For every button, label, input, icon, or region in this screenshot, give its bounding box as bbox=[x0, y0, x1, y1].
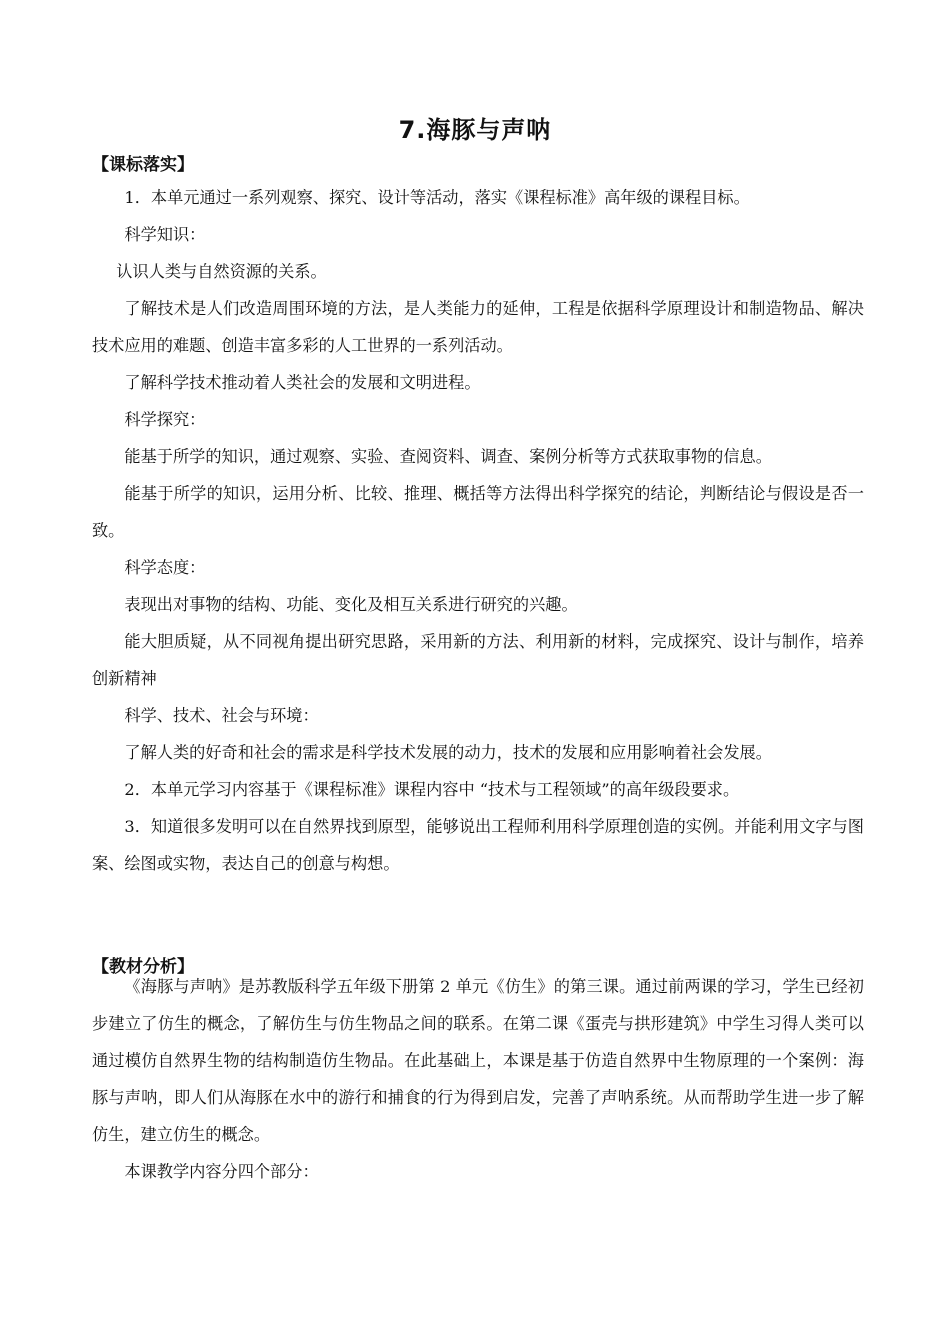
paragraph: 1．本单元通过一系列观察、探究、设计等活动，落实《课程标准》高年级的课程目标。 bbox=[124, 188, 750, 207]
paragraph: 能基于所学的知识，通过观察、实验、查阅资料、调查、案例分析等方式获取事物的信息。 bbox=[124, 447, 772, 466]
paragraph: 能基于所学的知识，运用分析、比较、推理、概括等方法得出科学探究的结论，判断结论与假设是否一致。 bbox=[92, 484, 864, 540]
paragraph: 科学探究： bbox=[124, 410, 206, 429]
paragraph: 科学知识： bbox=[124, 225, 206, 244]
paragraph: 本课教学内容分四个部分： bbox=[124, 1162, 319, 1181]
section-heading-standards: 【课标落实】 bbox=[92, 155, 194, 175]
paragraph: 认识人类与自然资源的关系。 bbox=[116, 262, 327, 281]
analysis-body bbox=[92, 968, 864, 1190]
page-title: 7.海豚与声呐 bbox=[398, 116, 552, 144]
section-heading-analysis: 【教材分析】 bbox=[92, 957, 194, 977]
paragraph: 《海豚与声呐》是苏教版科学五年级下册第 2 单元《仿生》的第三课。通过前两课的学习，学生已经初步建立了仿生的概念，了解仿生与仿生物品之间的联系。在第二课《蛋壳与拱形建筑》中学生习得人类可以通过模仿自然界生物的结构制造仿生物品。在此基础上，本课是基于仿造自然界中生物原理的一个案例：海豚与声呐，即人们从海豚在水中的游行和捕食的行为得到启发，完善了声呐系统。从而帮助学生进一步了解仿生，建立仿生的概念。 bbox=[92, 977, 864, 1144]
paragraph: 了解人类的好奇和社会的需求是科学技术发展的动力，技术的发展和应用影响着社会发展。 bbox=[124, 743, 772, 762]
paragraph: 2．本单元学习内容基于《课程标准》课程内容中 “技术与工程领域”的高年级段要求。 bbox=[124, 780, 740, 799]
paragraph: 了解技术是人们改造周围环境的方法，是人类能力的延伸，工程是依据科学原理设计和制造物品、解决技术应用的难题、创造丰富多彩的人工世界的一系列活动。 bbox=[92, 299, 864, 355]
standards-body bbox=[92, 179, 864, 882]
paragraph: 3．知道很多发明可以在自然界找到原型，能够说出工程师利用科学原理创造的实例。并能利用文字与图案、绘图或实物，表达自己的创意与构想。 bbox=[92, 817, 864, 873]
paragraph: 表现出对事物的结构、功能、变化及相互关系进行研究的兴趣。 bbox=[124, 595, 578, 614]
paragraph: 科学、技术、社会与环境： bbox=[124, 706, 319, 725]
paragraph: 科学态度： bbox=[124, 558, 206, 577]
paragraph: 能大胆质疑，从不同视角提出研究思路，采用新的方法、利用新的材料，完成探究、设计与制作，培养创新精神 bbox=[92, 632, 864, 688]
paragraph: 了解科学技术推动着人类社会的发展和文明进程。 bbox=[124, 373, 481, 392]
